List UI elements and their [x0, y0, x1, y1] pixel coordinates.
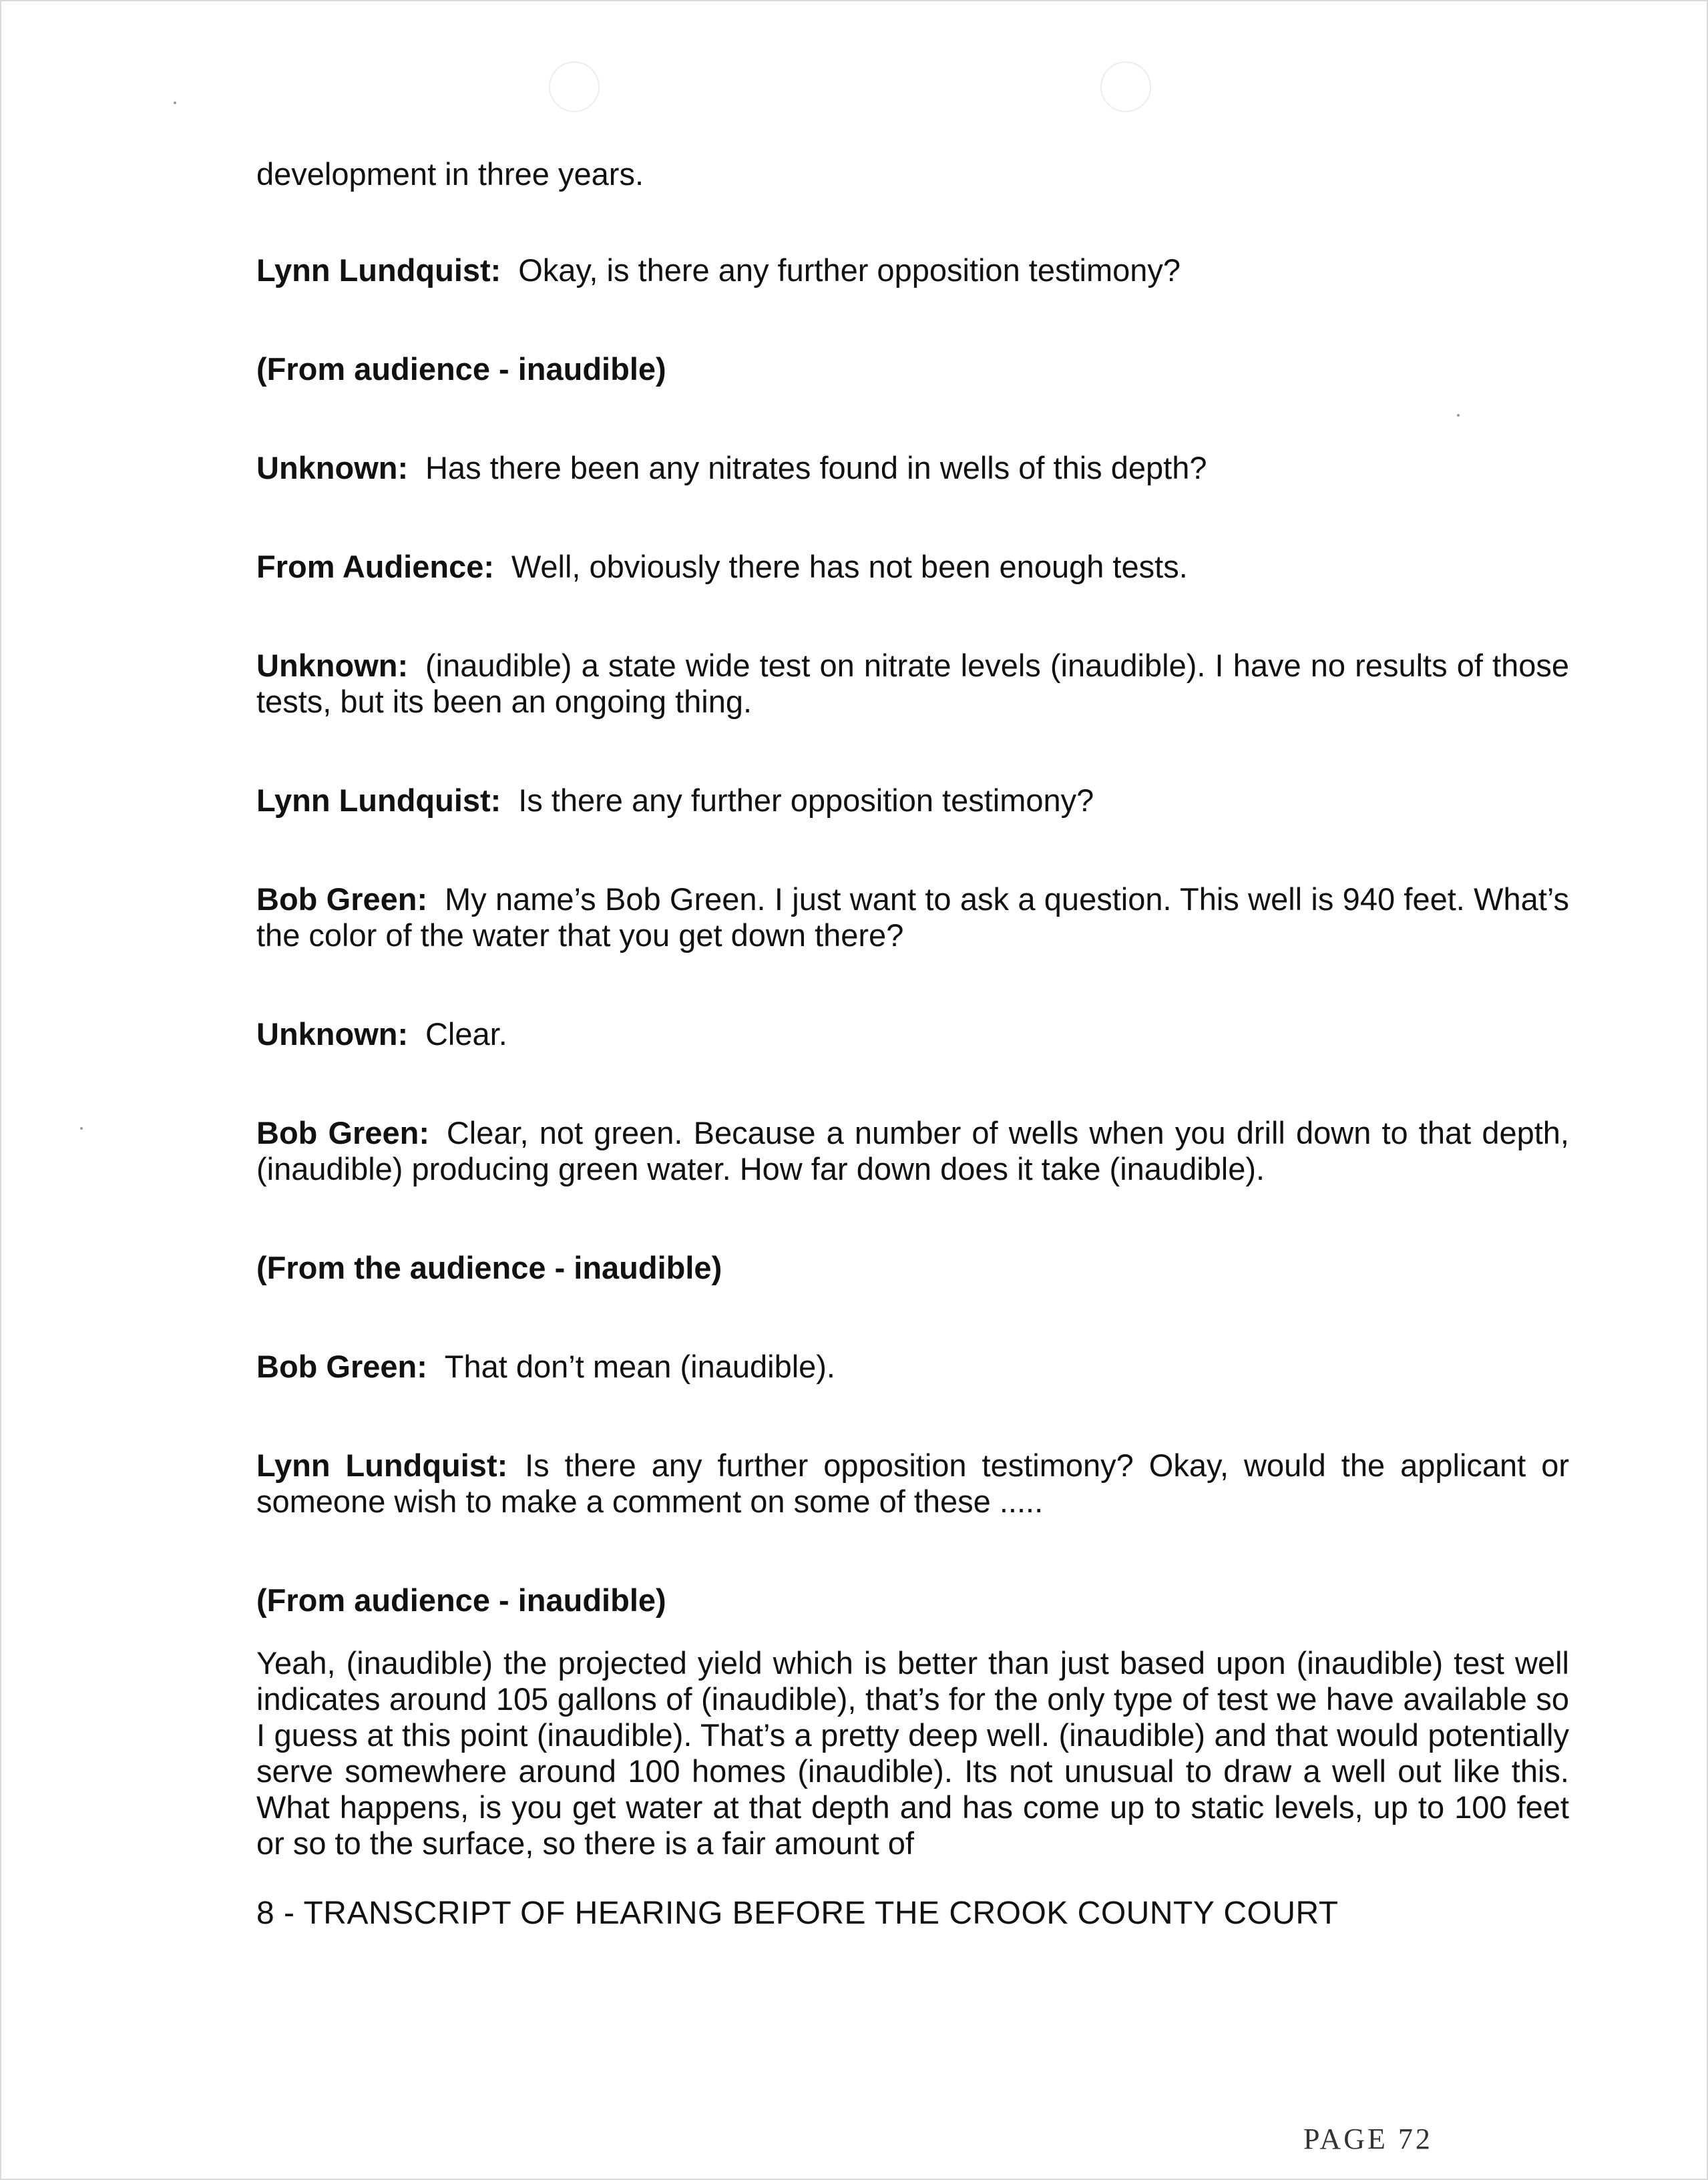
transcript-entry: [256, 648, 1569, 720]
speaker-name: Lynn Lundquist:: [256, 1448, 508, 1483]
audience-note: (From the audience - inaudible): [256, 1250, 722, 1285]
transcript-entry: [256, 1115, 1569, 1187]
entry-text: development in three years.: [256, 156, 644, 192]
transcript-entry: [256, 1645, 1569, 1862]
speaker-name: Unknown:: [256, 648, 409, 683]
speaker-name: Bob Green:: [256, 881, 428, 917]
entry-text: That don’t mean (inaudible).: [444, 1349, 835, 1384]
entry-text: (inaudible) a state wide test on nitrate levels (inaudible). I have no results of those tests, but its been an ongoing thing.: [256, 648, 1569, 719]
transcript-entry: [256, 1349, 1569, 1385]
entry-text: Clear.: [425, 1016, 507, 1052]
transcript-body: [256, 156, 1569, 1862]
speaker-name: Unknown:: [256, 450, 409, 485]
transcript-entry: [256, 549, 1569, 585]
transcript-entry: [256, 783, 1569, 819]
entry-text: Okay, is there any further opposition testimony?: [518, 252, 1181, 288]
scan-speck: [174, 101, 176, 104]
speaker-name: From Audience:: [256, 549, 495, 584]
scan-speck: [80, 1127, 83, 1130]
entry-text: My name’s Bob Green. I just want to ask a question. This well is 940 feet. What’s the color of the water that you get down there?: [256, 881, 1569, 953]
page-footer-caption: 8 - TRANSCRIPT OF HEARING BEFORE THE CROOK COUNTY COURT: [256, 1896, 1339, 1931]
transcript-entry: [256, 252, 1569, 288]
speaker-name: Lynn Lundquist:: [256, 252, 501, 288]
punch-hole-left: [549, 61, 600, 112]
entry-text: Is there any further opposition testimony?: [518, 783, 1094, 818]
speaker-name: Bob Green:: [256, 1115, 429, 1150]
speaker-name: Lynn Lundquist:: [256, 783, 501, 818]
audience-note: (From audience - inaudible): [256, 1582, 666, 1618]
transcript-entry: [256, 156, 1569, 192]
transcript-entry: [256, 1448, 1569, 1520]
punch-hole-right: [1100, 61, 1151, 112]
entry-text: Is there any further opposition testimony? Okay, would the applicant or someone wish to make a comment on some of these .....: [256, 1448, 1569, 1519]
entry-text: Clear, not green. Because a number of wells when you drill down to that depth, (inaudible) producing green water. How far down does it take (inaudible).: [256, 1115, 1569, 1186]
entry-text: Well, obviously there has not been enough tests.: [511, 549, 1188, 584]
entry-text: Has there been any nitrates found in wells of this depth?: [425, 450, 1207, 485]
speaker-name: Bob Green:: [256, 1349, 427, 1384]
transcript-entry: [256, 881, 1569, 953]
entry-text: Yeah, (inaudible) the projected yield which is better than just based upon (inaudible) test well indicates around 105 gallons of (inaudible), that’s for the only type of test we have available so I guess at this point (inaudible). That’s a pretty deep well. (inaudible) and that would potentially serve somewhere around 100 homes (inaudible). Its not unusual to draw a well out like this. What happens, is you get water at that depth and has come up to static levels, up to 100 feet or so to the surface, so there is a fair amount of: [256, 1645, 1569, 1861]
transcript-entry: [256, 1016, 1569, 1052]
speaker-name: Unknown:: [256, 1016, 409, 1052]
page-number-stamp: PAGE 72: [1303, 2123, 1433, 2155]
audience-note: (From audience - inaudible): [256, 351, 666, 387]
transcript-entry: [256, 450, 1569, 486]
